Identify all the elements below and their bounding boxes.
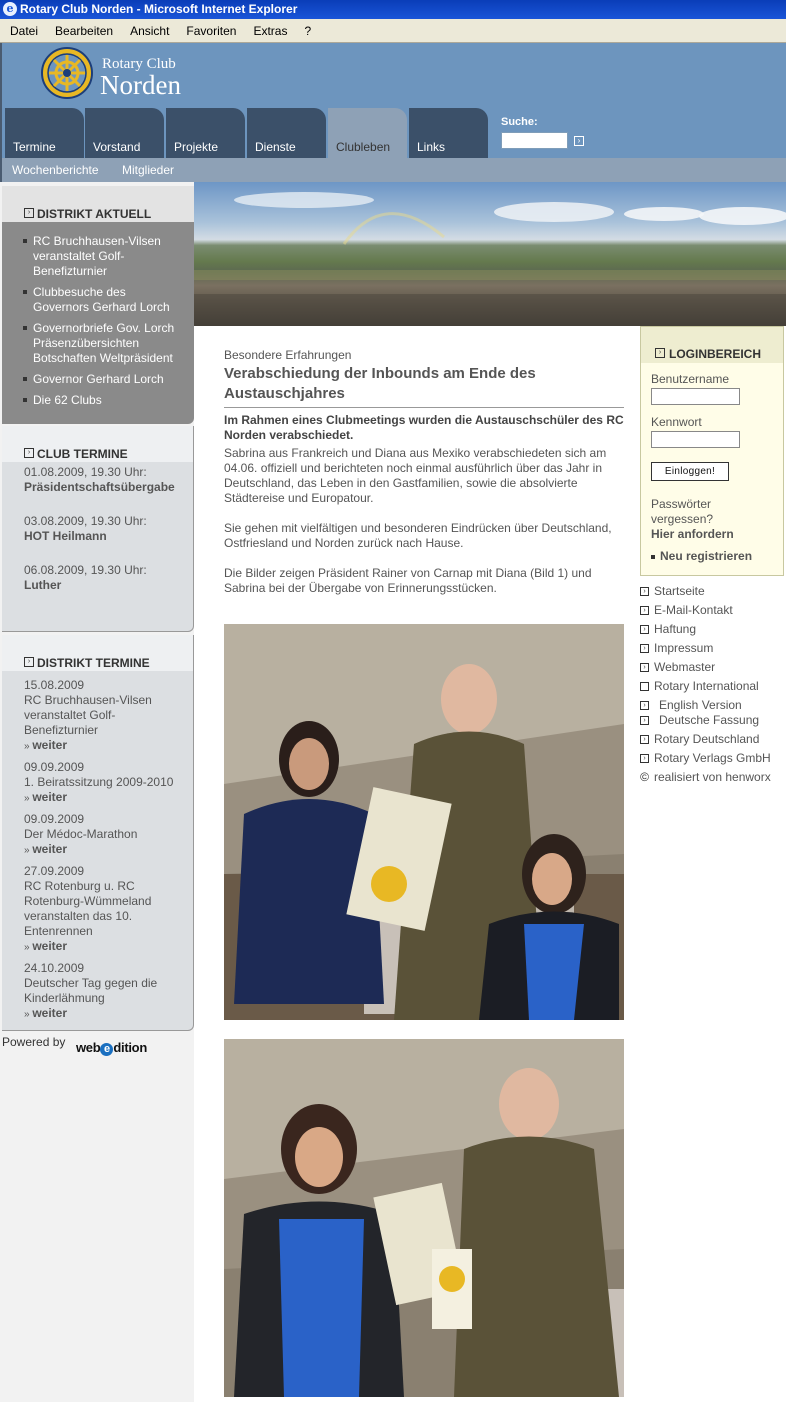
link-english-version[interactable]: › English Version (640, 698, 786, 713)
internet-explorer-icon: e (3, 2, 17, 16)
article (224, 348, 624, 596)
link-webmaster[interactable]: › Webmaster (640, 660, 786, 679)
logo-text-small: Rotary Club (102, 56, 176, 72)
tab-clubleben[interactable]: Clubleben (327, 108, 407, 158)
panorama-illustration (194, 182, 786, 326)
box-title: DISTRIKT TERMINE (37, 656, 150, 670)
arrow-right-icon: › (24, 208, 34, 218)
password-field[interactable] (651, 431, 740, 448)
tab-termine[interactable]: Termine (4, 108, 84, 158)
link-email-kontakt[interactable]: › E-Mail-Kontakt (640, 603, 786, 622)
menu-datei[interactable]: Datei (10, 24, 39, 38)
link-haftung[interactable]: › Haftung (640, 622, 786, 641)
left-sidebar (0, 182, 194, 1402)
photo-illustration (224, 1039, 624, 1397)
window-titlebar (0, 0, 786, 19)
article-paragraph: Die Bilder zeigen Präsident Rainer von Carnap mit Diana (Bild 1) und Sabrina bei der Übergabe von Erinnerungsstücken. (224, 566, 592, 595)
photo-illustration (224, 624, 624, 1020)
window-title: Rotary Club Norden - Microsoft Internet Explorer (20, 2, 298, 16)
article-photo-2 (224, 1039, 624, 1397)
arrow-right-icon: › (640, 644, 649, 653)
tab-projekte[interactable]: Projekte (165, 108, 245, 158)
menu-help[interactable]: ? (304, 24, 312, 38)
article-kicker: Besondere Erfahrungen (224, 348, 352, 362)
username-field[interactable] (651, 388, 740, 405)
search-input[interactable] (501, 132, 568, 149)
arrow-right-icon: › (640, 663, 649, 672)
link-rotary-deutschland[interactable]: › Rotary Deutschland (640, 732, 786, 751)
distrikt-termin-item: 27.09.2009 RC Rotenburg u. RC Rotenburg-Wümmeland veranstalten das 10. Entenrennen » weiter (24, 864, 189, 955)
list-item[interactable]: RC Bruchhausen-Vilsen veranstaltet Golf-Benefizturnier (22, 234, 182, 279)
box-title: DISTRIKT AKTUELL (37, 207, 152, 221)
tab-vorstand[interactable]: Vorstand (84, 108, 164, 158)
link-rotary-international[interactable]: Rotary International (640, 679, 786, 698)
article-photo-1 (224, 624, 624, 1020)
subnav-wochenberichte[interactable]: Wochenberichte (12, 163, 99, 177)
tab-links[interactable]: Links (408, 108, 488, 158)
club-termin-item[interactable]: 01.08.2009, 19.30 Uhr: Präsidentschaftsübergabe (24, 465, 175, 494)
article-title: Verabschiedung der Inbounds am Ende des Austauschjahres (224, 364, 624, 408)
site-header (0, 43, 786, 158)
weiter-link[interactable]: » weiter (24, 939, 189, 955)
arrow-right-icon: › (640, 606, 649, 615)
arrow-right-icon: › (640, 701, 649, 710)
link-deutsche-fassung[interactable]: › Deutsche Fassung (640, 713, 786, 732)
menu-ansicht[interactable]: Ansicht (130, 24, 170, 38)
username-label: Benutzername (651, 372, 730, 386)
tab-dienste[interactable]: Dienste (246, 108, 326, 158)
distrikt-termin-item: 09.09.2009 1. Beiratssitzung 2009-2010 » weiter (24, 760, 189, 806)
forgot-password-text: Passwörter vergessen? (651, 497, 714, 526)
arrow-right-icon: › (24, 448, 34, 458)
search-label: Suche: (501, 116, 538, 128)
login-title: LOGINBEREICH (669, 347, 762, 361)
login-button[interactable]: Einloggen! (651, 462, 729, 481)
distrikt-termin-item: 15.08.2009 RC Bruchhausen-Vilsen veranstaltet Golf-Benefizturnier » weiter (24, 678, 189, 754)
distrikt-termine-box (2, 635, 194, 1031)
distrikt-termin-item: 09.09.2009 Der Médoc-Marathon » weiter (24, 812, 189, 858)
subnav-mitglieder[interactable]: Mitglieder (122, 163, 175, 177)
search-submit-icon[interactable]: › (574, 136, 584, 146)
arrow-right-icon: › (640, 716, 649, 725)
copyright-icon: © (640, 770, 649, 784)
distrikt-aktuell-box (2, 186, 194, 424)
list-item[interactable]: Die 62 Clubs (22, 393, 182, 408)
list-item[interactable]: Governorbriefe Gov. Lorch Präsenzübersichten Botschaften Weltpräsident (22, 321, 182, 366)
register-link[interactable]: Neu registrieren (651, 549, 752, 563)
weiter-link[interactable]: » weiter (24, 842, 189, 858)
article-lead: Im Rahmen eines Clubmeetings wurden die Austauschschüler des RC Norden verabschiedet. (224, 413, 624, 442)
logo-text-big: Norden (100, 70, 181, 100)
link-henworx[interactable]: © realisiert von henworx (640, 770, 771, 784)
browser-menubar (0, 19, 786, 43)
weiter-link[interactable]: » weiter (24, 1006, 189, 1022)
menu-favoriten[interactable]: Favoriten (186, 24, 237, 38)
webedition-logo[interactable]: web e dition (76, 1040, 147, 1055)
article-paragraph: Sie gehen mit vielfältigen und besonderen Eindrücken über Deutschland, Ostfriesland und Norden zurück nach Hause. (224, 521, 612, 550)
arrow-right-icon: › (655, 348, 665, 358)
arrow-right-icon: › (640, 735, 649, 744)
link-rotary-verlags[interactable]: › Rotary Verlags GmbH (640, 751, 786, 770)
arrow-right-icon: › (24, 657, 34, 667)
list-item[interactable]: Governor Gerhard Lorch (22, 372, 182, 387)
footer-links (640, 584, 786, 789)
club-termine-box (2, 426, 194, 632)
rotary-wheel-icon[interactable] (40, 46, 94, 100)
header-panorama-image (194, 182, 786, 326)
password-label: Kennwort (651, 415, 702, 429)
arrow-right-icon: › (640, 587, 649, 596)
request-password-link[interactable]: Hier anfordern (651, 527, 734, 541)
link-impressum[interactable]: › Impressum (640, 641, 786, 660)
club-termin-item[interactable]: 06.08.2009, 19.30 Uhr: Luther (24, 563, 147, 592)
menu-extras[interactable]: Extras (253, 24, 288, 38)
distrikt-termin-item: 24.10.2009 Deutscher Tag gegen die Kinderlähmung » weiter (24, 961, 189, 1022)
sub-nav (0, 158, 786, 182)
weiter-link[interactable]: » weiter (24, 738, 189, 754)
arrow-right-icon: › (640, 754, 649, 763)
link-startseite[interactable]: › Startseite (640, 584, 786, 603)
powered-by-label: Powered by (2, 1035, 66, 1049)
weiter-link[interactable]: » weiter (24, 790, 189, 806)
login-box (640, 326, 784, 576)
box-title: CLUB TERMINE (37, 447, 128, 461)
menu-bearbeiten[interactable]: Bearbeiten (55, 24, 114, 38)
list-item[interactable]: Clubbesuche des Governors Gerhard Lorch (22, 285, 182, 315)
square-icon (640, 682, 649, 691)
article-paragraph: Sabrina aus Frankreich und Diana aus Mexiko verabschiedeten sich am 04.06. offiziell und berichteten noch einmal ausführlich über das Jahr in Deutschland, das Leben in den Gastfamilien, sowie die absolvierte Städtereise und Europatour. (224, 446, 607, 505)
club-termin-item[interactable]: 03.08.2009, 19.30 Uhr: HOT Heilmann (24, 514, 147, 543)
arrow-right-icon: › (640, 625, 649, 634)
